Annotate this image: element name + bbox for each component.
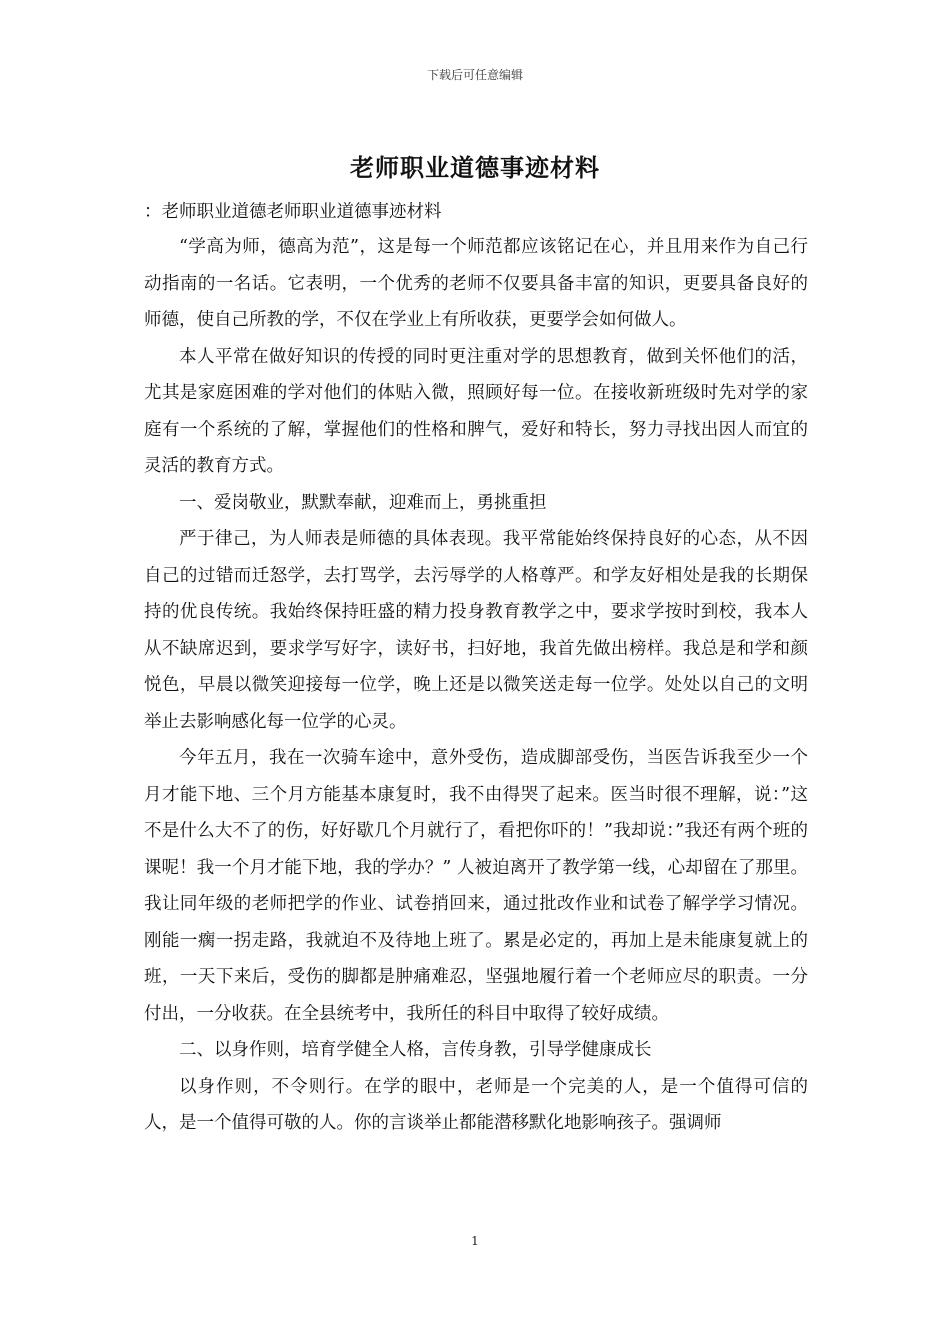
body-paragraph: 今年五月，我在一次骑车途中，意外受伤，造成脚部受伤，当医告诉我至少一个月才能下地、三个月方能基本康复时，我不由得哭了起来。医当时很不理解，说：”这不是什么大不了的伤，好好歇几个月就行了，看把你吓的！”我却说：”我还有两个班的课呢！我一个月才能下地，我的学办？” 人被迫离开了教学第一线，心却留在了那里。我让同年级的老师把学的作业、试卷捎回来，通过批改作业和试卷了解学学习情况。刚能一瘸一拐走路，我就迫不及待地上班了。累是必定的，再加上是未能康复就上的班，一天下来后，受伤的脚都是肿痛难忍，坚强地履行着一个老师应尽的职责。一分付出，一分收获。在全县统考中，我所任的科目中取得了较好成绩。 [144,748,808,1024]
section-heading: 一、爱岗敬业，默默奉献，迎难而上，勇挑重担 [179,492,547,513]
document-body [144,196,808,1142]
body-paragraph: 本人平常在做好知识的传授的同时更注重对学的思想教育，做到关怀他们的活，尤其是家庭困难的学对他们的体贴入微，照顾好每一位。在接收新班级时先对学的家庭有一个系统的了解，掌握他们的性格和脾气，爱好和特长，努力寻找出因人而宜的灵活的教育方式。 [144,346,808,476]
body-paragraph: 严于律己，为人师表是师德的具体表现。我平常能始终保持良好的心态，从不因自己的过错而迁怒学，去打骂学，去污辱学的人格尊严。和学友好相处是我的长期保持的优良传统。我始终保持旺盛的精力投身教育教学之中，要求学按时到校，我本人从不缺席迟到，要求学写好字，读好书，扫好地，我首先做出榜样。我总是和学和颜悦色，早晨以微笑迎接每一位学，晚上还是以微笑送走每一位学。处处以自己的文明举止去影响感化每一位学的心灵。 [144,529,808,732]
page-number: 1 [471,1234,479,1248]
document-title: 老师职业道德事迹材料 [350,153,600,182]
section-heading: 二、以身作则，培育学健全人格，言传身教，引导学健康成长 [179,1040,652,1060]
page-header-note: 下载后可任意编辑 [426,68,523,82]
body-paragraph: “学高为师，德高为范”，这是每一个师范都应该铭记在心，并且用来作为自己行动指南的一名话。它表明，一个优秀的老师不仅要具备丰富的知识，更要具备良好的师德，使自己所教的学，不仅在学业上有所收获，更要学会如何做人。 [144,237,808,330]
document-subtitle: ：老师职业道德老师职业道德事迹材料 [144,202,442,222]
body-paragraph: 以身作则，不令则行。在学的眼中，老师是一个完美的人，是一个值得可信的人，是一个值得可敬的人。你的言谈举止都能潜移默化地影响孩子。强调师 [144,1076,808,1133]
